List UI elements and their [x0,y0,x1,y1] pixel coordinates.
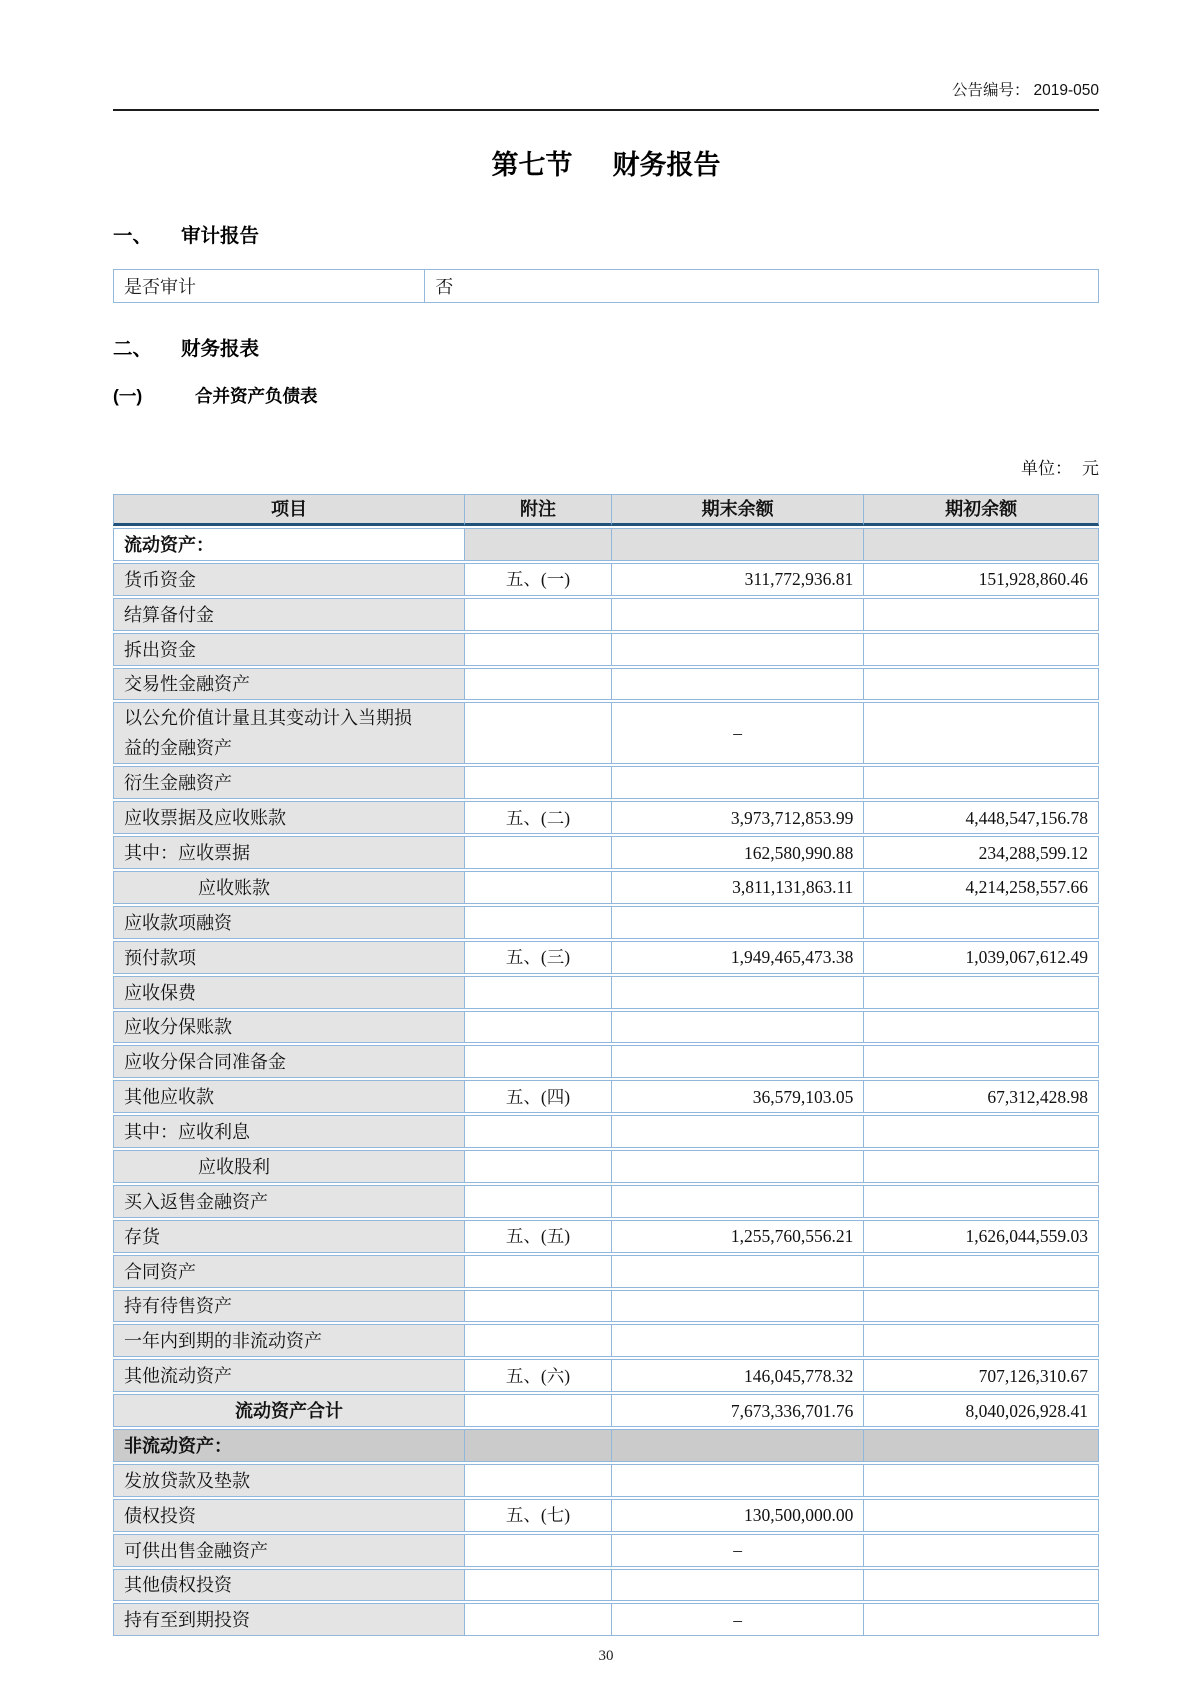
note-cell [465,1115,612,1148]
beginning-balance-cell [864,702,1099,764]
ending-balance-cell: 130,500,000.00 [612,1499,864,1532]
table-row [113,1324,1099,1357]
item-label-cell [113,1534,465,1567]
item-label-cell [113,1115,465,1148]
section-number: 第七节 [491,150,573,180]
note-cell [465,1534,612,1567]
column-header-beginning-balance: 期初余额 [864,494,1099,526]
item-label: 应收款项融资 [124,912,232,933]
item-label-cell [113,976,465,1009]
note-cell [465,871,612,904]
item-label: 存货 [124,1226,160,1247]
table-row [113,633,1099,666]
beginning-balance-cell [864,528,1099,561]
section-row [113,528,1099,561]
ending-balance-cell [612,906,864,939]
note-cell [465,1429,612,1462]
beginning-balance-cell: 4,448,547,156.78 [864,801,1099,834]
ending-balance-cell [612,1045,864,1078]
ending-balance-cell: 36,579,103.05 [612,1080,864,1113]
page-number: 30 [598,1648,614,1665]
table-row [113,941,1099,974]
announcement-label: 公告编号： [951,82,1030,99]
ending-balance-cell [612,1011,864,1044]
item-label: 非流动资产： [124,1435,232,1456]
ending-balance-cell [612,528,864,561]
beginning-balance-cell [864,1115,1099,1148]
note-cell: 五、(二) [465,801,612,834]
item-label-cell [113,1464,465,1497]
table-row [113,1394,1099,1427]
item-label-cell [113,836,465,869]
item-label: 预付款项 [124,947,196,968]
note-cell [465,766,612,799]
ending-balance-cell [612,1429,864,1462]
note-cell [465,976,612,1009]
item-label: 应收分保账款 [124,1017,232,1038]
note-cell [465,1290,612,1323]
beginning-balance-cell [864,1255,1099,1288]
announcement-line [113,0,1099,100]
page-content [113,0,1099,1665]
heading-number: (一) [113,386,143,406]
table-row [113,668,1099,701]
item-label: 应收保费 [124,982,196,1003]
table-row [113,976,1099,1009]
ending-balance-cell [612,1150,864,1183]
item-label: 持有待售资产 [124,1296,232,1317]
section-name: 财务报告 [612,150,721,180]
item-label: 以公允价值计量且其变动计入当期损益的金融资产 [124,708,412,759]
beginning-balance-cell [864,1569,1099,1602]
note-cell [465,668,612,701]
table-row [113,1045,1099,1078]
heading-text: 审计报告 [181,225,260,247]
note-cell [465,1569,612,1602]
item-label: 可供出售金融资产 [124,1540,268,1561]
item-label-cell [113,563,465,596]
note-cell: 五、(三) [465,941,612,974]
table-row [113,1080,1099,1113]
beginning-balance-cell [864,1464,1099,1497]
item-label: 其中：应收利息 [124,1122,250,1142]
heading-number: 二、 [113,338,153,360]
table-row [113,836,1099,869]
note-cell [465,702,612,764]
item-label-cell [113,1359,465,1392]
item-label-cell [113,1150,465,1183]
item-label: 一年内到期的非流动资产 [124,1331,322,1352]
beginning-balance-cell [864,976,1099,1009]
table-row [113,801,1099,834]
item-label-cell [113,1255,465,1288]
item-label-cell [113,702,465,764]
item-label: 应收分保合同准备金 [124,1052,286,1073]
beginning-balance-cell: 707,126,310.67 [864,1359,1099,1392]
ending-balance-cell [612,1569,864,1602]
header-rule [113,109,1099,111]
beginning-balance-cell [864,598,1099,631]
note-cell: 五、(五) [465,1220,612,1253]
balance-sheet-body [113,528,1099,1636]
column-header-item: 项目 [113,494,465,526]
item-label: 流动资产合计 [235,1401,343,1421]
ending-balance-cell: 162,580,990.88 [612,836,864,869]
item-label: 债权投资 [124,1505,196,1526]
item-label: 其他应收款 [124,1087,214,1108]
note-cell: 五、(四) [465,1080,612,1113]
item-label: 其中：应收票据 [124,843,250,863]
ending-balance-cell [612,1185,864,1218]
note-cell [465,1394,612,1427]
item-label-cell [113,1569,465,1602]
note-cell [465,1255,612,1288]
item-label-cell [113,871,465,904]
note-cell [465,1324,612,1357]
table-row [113,766,1099,799]
ending-balance-cell: 1,949,465,473.38 [612,941,864,974]
ending-balance-cell [612,976,864,1009]
item-label: 流动资产： [124,534,214,555]
audit-row [114,270,1099,303]
note-cell [465,528,612,561]
item-label: 应收票据及应收账款 [124,808,286,829]
ending-balance-cell [612,1324,864,1357]
note-cell [465,836,612,869]
note-cell: 五、(七) [465,1499,612,1532]
beginning-balance-cell [864,1534,1099,1567]
heading-number: 一、 [113,225,153,247]
item-label: 合同资产 [124,1261,196,1282]
note-cell [465,1045,612,1078]
beginning-balance-cell [864,633,1099,666]
item-label-cell [113,906,465,939]
ending-balance-cell: – [612,1534,864,1567]
ending-balance-cell [612,1290,864,1323]
note-cell [465,906,612,939]
beginning-balance-cell [864,1429,1099,1462]
table-row [113,702,1099,764]
beginning-balance-cell: 8,040,026,928.41 [864,1394,1099,1427]
ending-balance-cell [612,633,864,666]
balance-sheet-header [113,494,1099,526]
table-row [113,906,1099,939]
note-cell [465,633,612,666]
item-label-cell [113,801,465,834]
table-row [113,1464,1099,1497]
ending-balance-cell [612,766,864,799]
table-row [113,1290,1099,1323]
item-label: 买入返售金融资产 [124,1191,268,1212]
column-header-note: 附注 [465,494,612,526]
note-cell: 五、(六) [465,1359,612,1392]
announcement-number: 2019-050 [1033,82,1099,99]
note-cell: 五、(一) [465,563,612,596]
section-row [113,1429,1099,1462]
item-label-cell [113,1429,465,1462]
item-label-cell [113,668,465,701]
ending-balance-cell: 311,772,936.81 [612,563,864,596]
note-cell [465,1464,612,1497]
table-row [113,871,1099,904]
header-row [113,494,1099,526]
beginning-balance-cell: 4,214,258,557.66 [864,871,1099,904]
table-row [113,1359,1099,1392]
item-label-cell [113,766,465,799]
ending-balance-cell: – [612,1603,864,1636]
item-label: 其他债权投资 [124,1575,232,1596]
audit-question-cell: 是否审计 [114,270,425,303]
table-row [113,1499,1099,1532]
item-label-cell [113,528,465,561]
item-label-cell [113,633,465,666]
heading-audit-report [113,220,1099,248]
ending-balance-cell: 1,255,760,556.21 [612,1220,864,1253]
beginning-balance-cell [864,1324,1099,1357]
item-label: 应收股利 [198,1156,270,1177]
ending-balance-cell [612,1115,864,1148]
note-cell [465,1150,612,1183]
item-label-cell [113,1220,465,1253]
beginning-balance-cell: 234,288,599.12 [864,836,1099,869]
table-row [113,1150,1099,1183]
ending-balance-cell: 3,973,712,853.99 [612,801,864,834]
heading-financial-statements [113,333,1099,361]
item-label-cell [113,1290,465,1323]
item-label-cell [113,1324,465,1357]
beginning-balance-cell: 67,312,428.98 [864,1080,1099,1113]
ending-balance-cell [612,668,864,701]
item-label-cell [113,1080,465,1113]
note-cell [465,1603,612,1636]
balance-sheet-table [113,492,1099,1638]
beginning-balance-cell [864,766,1099,799]
item-label-cell [113,1603,465,1636]
item-label-cell [113,1185,465,1218]
ending-balance-cell: 7,673,336,701.76 [612,1394,864,1427]
beginning-balance-cell [864,1150,1099,1183]
heading-consolidated-balance-sheet [113,383,1099,408]
item-label-cell [113,598,465,631]
heading-text: 财务报表 [181,338,260,360]
table-row [113,1115,1099,1148]
beginning-balance-cell: 151,928,860.46 [864,563,1099,596]
ending-balance-cell [612,598,864,631]
ending-balance-cell [612,1464,864,1497]
table-row [113,1534,1099,1567]
item-label-cell [113,1394,465,1427]
item-label-cell [113,1045,465,1078]
table-row [113,1220,1099,1253]
item-label-cell [113,941,465,974]
item-label: 持有至到期投资 [124,1610,250,1631]
item-label: 其他流动资产 [124,1366,232,1387]
beginning-balance-cell [864,668,1099,701]
table-row [113,1569,1099,1602]
table-row [113,1255,1099,1288]
item-label-cell [113,1499,465,1532]
item-label: 应收账款 [198,877,270,898]
beginning-balance-cell [864,1603,1099,1636]
note-cell [465,598,612,631]
beginning-balance-cell [864,1499,1099,1532]
audit-table [113,269,1099,303]
note-cell [465,1185,612,1218]
item-label: 交易性金融资产 [124,674,250,695]
beginning-balance-cell: 1,626,044,559.03 [864,1220,1099,1253]
ending-balance-cell [612,1255,864,1288]
item-label: 结算备付金 [124,604,214,625]
unit-value: 元 [1082,459,1099,478]
column-header-ending-balance: 期末余额 [612,494,864,526]
audit-answer-cell: 否 [425,270,1099,303]
table-row [113,1011,1099,1044]
table-row [113,563,1099,596]
item-label: 衍生金融资产 [124,773,232,794]
unit-note [113,454,1099,479]
ending-balance-cell: 3,811,131,863.11 [612,871,864,904]
unit-label: 单位： [1021,459,1072,478]
table-row [113,1185,1099,1218]
beginning-balance-cell [864,1045,1099,1078]
item-label: 货币资金 [124,569,196,590]
page-title [113,143,1099,182]
item-label: 拆出资金 [124,639,196,660]
item-label: 发放贷款及垫款 [124,1470,250,1491]
beginning-balance-cell [864,1011,1099,1044]
table-row [113,598,1099,631]
beginning-balance-cell [864,1290,1099,1323]
ending-balance-cell: – [612,702,864,764]
ending-balance-cell: 146,045,778.32 [612,1359,864,1392]
note-cell [465,1011,612,1044]
heading-text: 合并资产负债表 [195,386,318,406]
beginning-balance-cell [864,1185,1099,1218]
beginning-balance-cell [864,906,1099,939]
item-label-cell [113,1011,465,1044]
table-row [113,1603,1099,1636]
beginning-balance-cell: 1,039,067,612.49 [864,941,1099,974]
